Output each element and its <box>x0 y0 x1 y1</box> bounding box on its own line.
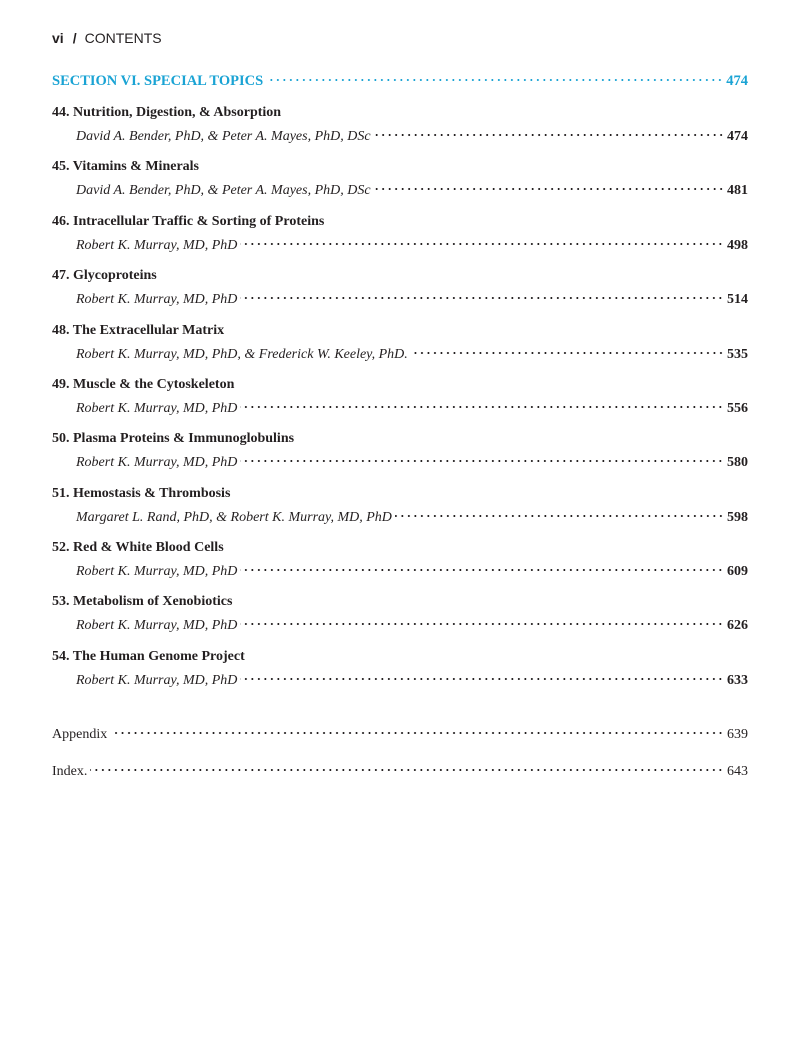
back-matter-page-number: 643 <box>727 764 748 779</box>
running-head-label: CONTENTS <box>84 30 162 46</box>
running-head-separator: / <box>72 30 77 46</box>
chapter-authors: Robert K. Murray, MD, PhD <box>76 455 238 470</box>
author-line <box>76 503 748 527</box>
dot-leader <box>240 448 724 466</box>
chapter-title: 49. Muscle & the Cytoskeleton <box>52 377 235 392</box>
chapter-authors: Robert K. Murray, MD, PhD <box>76 673 238 688</box>
chapter-page-number: 498 <box>727 238 748 253</box>
chapter-page-number: 633 <box>727 673 748 688</box>
author-line <box>76 231 748 255</box>
chapter-title: 44. Nutrition, Digestion, & Absorption <box>52 105 282 120</box>
chapter-page-number: 474 <box>727 129 748 144</box>
running-head <box>52 30 162 46</box>
dot-leader <box>395 503 724 521</box>
dot-leader <box>90 757 724 775</box>
author-line <box>76 394 748 418</box>
toc-entry-ch53[interactable] <box>52 593 748 635</box>
toc-entry-ch46[interactable] <box>52 213 748 255</box>
chapter-authors: Robert K. Murray, MD, PhD, & Frederick W. Keeley, PhD. <box>76 347 408 362</box>
chapter-page-number: 535 <box>727 347 748 362</box>
toc-entry-ch50[interactable] <box>52 430 748 472</box>
dot-leader <box>411 340 724 358</box>
chapter-page-number: 609 <box>727 564 748 579</box>
author-line <box>76 122 748 146</box>
dot-leader <box>374 122 724 140</box>
chapter-page-number: 598 <box>727 510 748 525</box>
dot-leader <box>240 394 724 412</box>
dot-leader <box>240 557 724 575</box>
dot-leader <box>374 176 724 194</box>
section-heading[interactable] <box>52 67 748 90</box>
chapter-authors: David A. Bender, PhD, & Peter A. Mayes, PhD, DSc <box>76 183 371 198</box>
toc-entry-ch51[interactable] <box>52 485 748 527</box>
chapter-page-number: 626 <box>727 618 748 633</box>
chapter-page-number: 481 <box>727 183 748 198</box>
chapter-title: 54. The Human Genome Project <box>52 649 245 664</box>
section-dot-leader <box>266 67 723 85</box>
toc-entry-ch49[interactable] <box>52 376 748 418</box>
author-line <box>76 176 748 200</box>
author-line <box>76 448 748 472</box>
author-line <box>76 611 748 635</box>
back-matter-page-number: 639 <box>727 727 748 742</box>
toc-entry-ch48[interactable] <box>52 322 748 364</box>
dot-leader <box>240 666 724 684</box>
section-page-number: 474 <box>726 73 748 89</box>
chapter-title: 53. Metabolism of Xenobiotics <box>52 594 233 609</box>
chapter-authors: Robert K. Murray, MD, PhD <box>76 238 238 253</box>
chapter-authors: Robert K. Murray, MD, PhD <box>76 292 238 307</box>
back-matter-label: Appendix <box>52 727 108 742</box>
chapter-title: 52. Red & White Blood Cells <box>52 540 224 555</box>
chapter-authors: Robert K. Murray, MD, PhD <box>76 401 238 416</box>
chapter-page-number: 514 <box>727 292 748 307</box>
chapter-page-number: 580 <box>727 455 748 470</box>
chapter-title: 51. Hemostasis & Thrombosis <box>52 486 231 501</box>
toc-entry-ch45[interactable] <box>52 158 748 200</box>
section-title: SECTION VI. SPECIAL TOPICS <box>52 73 264 89</box>
chapter-authors: David A. Bender, PhD, & Peter A. Mayes, PhD, DSc <box>76 129 371 144</box>
dot-leader <box>240 231 724 249</box>
dot-leader <box>240 611 724 629</box>
toc-entry-appendix[interactable] <box>52 720 748 744</box>
toc-entry-ch44[interactable] <box>52 104 748 146</box>
back-matter-label: Index. <box>52 764 88 779</box>
author-line <box>76 557 748 581</box>
page-folio: vi <box>52 30 64 46</box>
chapter-title: 46. Intracellular Traffic & Sorting of Proteins <box>52 214 325 229</box>
toc-entry-ch54[interactable] <box>52 648 748 690</box>
toc-entry-index[interactable] <box>52 757 748 781</box>
chapter-authors: Robert K. Murray, MD, PhD <box>76 564 238 579</box>
author-line <box>76 340 748 364</box>
chapter-title: 47. Glycoproteins <box>52 268 157 283</box>
toc-entry-ch52[interactable] <box>52 539 748 581</box>
chapter-page-number: 556 <box>727 401 748 416</box>
author-line <box>76 666 748 690</box>
dot-leader <box>240 285 724 303</box>
chapter-title: 50. Plasma Proteins & Immunoglobulins <box>52 431 295 446</box>
dot-leader <box>115 720 724 738</box>
chapter-title: 45. Vitamins & Minerals <box>52 159 199 174</box>
toc-entry-ch47[interactable] <box>52 267 748 309</box>
chapter-authors: Robert K. Murray, MD, PhD <box>76 618 238 633</box>
chapter-title: 48. The Extracellular Matrix <box>52 323 225 338</box>
author-line <box>76 285 748 309</box>
chapter-authors: Margaret L. Rand, PhD, & Robert K. Murray, MD, PhD <box>76 510 392 525</box>
